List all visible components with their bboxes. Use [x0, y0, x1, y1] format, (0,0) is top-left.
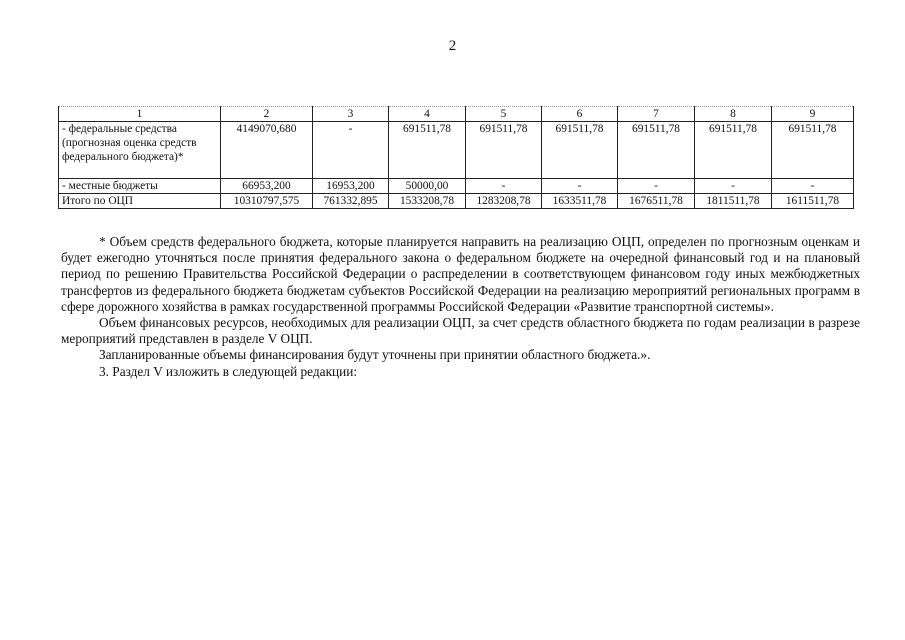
table-cell: 691511,78 — [772, 122, 854, 179]
financing-table — [58, 106, 854, 209]
paragraph: 3. Раздел V изложить в следующей редакции: — [99, 363, 358, 379]
table-cell: 1633511,78 — [542, 194, 618, 209]
table-cell: 1283208,78 — [466, 194, 542, 209]
table-cell: 1533208,78 — [389, 194, 466, 209]
table-cell: - — [695, 179, 772, 194]
table-header-cell: 6 — [542, 107, 618, 122]
footnote-paragraph: * Объем средств федерального бюджета, которые планируется направить на реализацию ОЦП, определен по прогнозным оценкам и будет ежегодно уточняться после принятия федерального закона о федеральном бюджете на очередной финансовый год и на плановый период по решению Правительства Российской Федерации о распределении в соответствующем финансовом году иных межбюджетных трансфертов из федерального бюджета бюджетам субъектов Российской Федерации на реализацию мероприятий региональных программ в сфере дорожного хозяйства в рамках государственной программы Российской Федерации «Развитие транспортной системы». — [61, 234, 860, 314]
page-number: 2 — [448, 38, 457, 54]
table-header-cell: 8 — [695, 107, 772, 122]
table-cell: - — [772, 179, 854, 194]
table-cell: 691511,78 — [389, 122, 466, 179]
table-cell: 50000,00 — [389, 179, 466, 194]
row-label: Итого по ОЦП — [59, 194, 221, 209]
paragraph: Запланированные объемы финансирования будут уточнены при принятии областного бюджета.». — [99, 347, 651, 363]
table-cell: - — [542, 179, 618, 194]
table-cell: 16953,200 — [313, 179, 389, 194]
body-text — [61, 234, 860, 380]
table-row — [59, 122, 854, 179]
table-cell: 761332,895 — [313, 194, 389, 209]
table-cell: 691511,78 — [542, 122, 618, 179]
table-cell: 66953,200 — [221, 179, 313, 194]
table-cell: - — [313, 122, 389, 179]
table-cell: 1811511,78 — [695, 194, 772, 209]
table-cell: 691511,78 — [618, 122, 695, 179]
table-cell: 1611511,78 — [772, 194, 854, 209]
table-cell: 4149070,680 — [221, 122, 313, 179]
table-cell: - — [466, 179, 542, 194]
row-label: - местные бюджеты — [59, 179, 221, 194]
table-cell: 10310797,575 — [221, 194, 313, 209]
row-label: - федеральные средства (прогнозная оценка средств федерального бюджета)* — [59, 122, 221, 179]
paragraph: Объем финансовых ресурсов, необходимых для реализации ОЦП, за счет средств областного бюджета по годам реализации в разрезе мероприятий представлен в разделе V ОЦП. — [61, 315, 860, 347]
table-header-cell: 3 — [313, 107, 389, 122]
table-row — [59, 179, 854, 194]
table-cell: 1676511,78 — [618, 194, 695, 209]
table-header-cell: 7 — [618, 107, 695, 122]
table-header-cell: 5 — [466, 107, 542, 122]
table-header-cell: 9 — [772, 107, 854, 122]
table-header-cell: 2 — [221, 107, 313, 122]
table-row-total — [59, 194, 854, 209]
table-cell: - — [618, 179, 695, 194]
table-header-row — [59, 107, 854, 122]
table-header-cell: 4 — [389, 107, 466, 122]
table-header-cell: 1 — [59, 107, 221, 122]
table-cell: 691511,78 — [466, 122, 542, 179]
table-cell: 691511,78 — [695, 122, 772, 179]
